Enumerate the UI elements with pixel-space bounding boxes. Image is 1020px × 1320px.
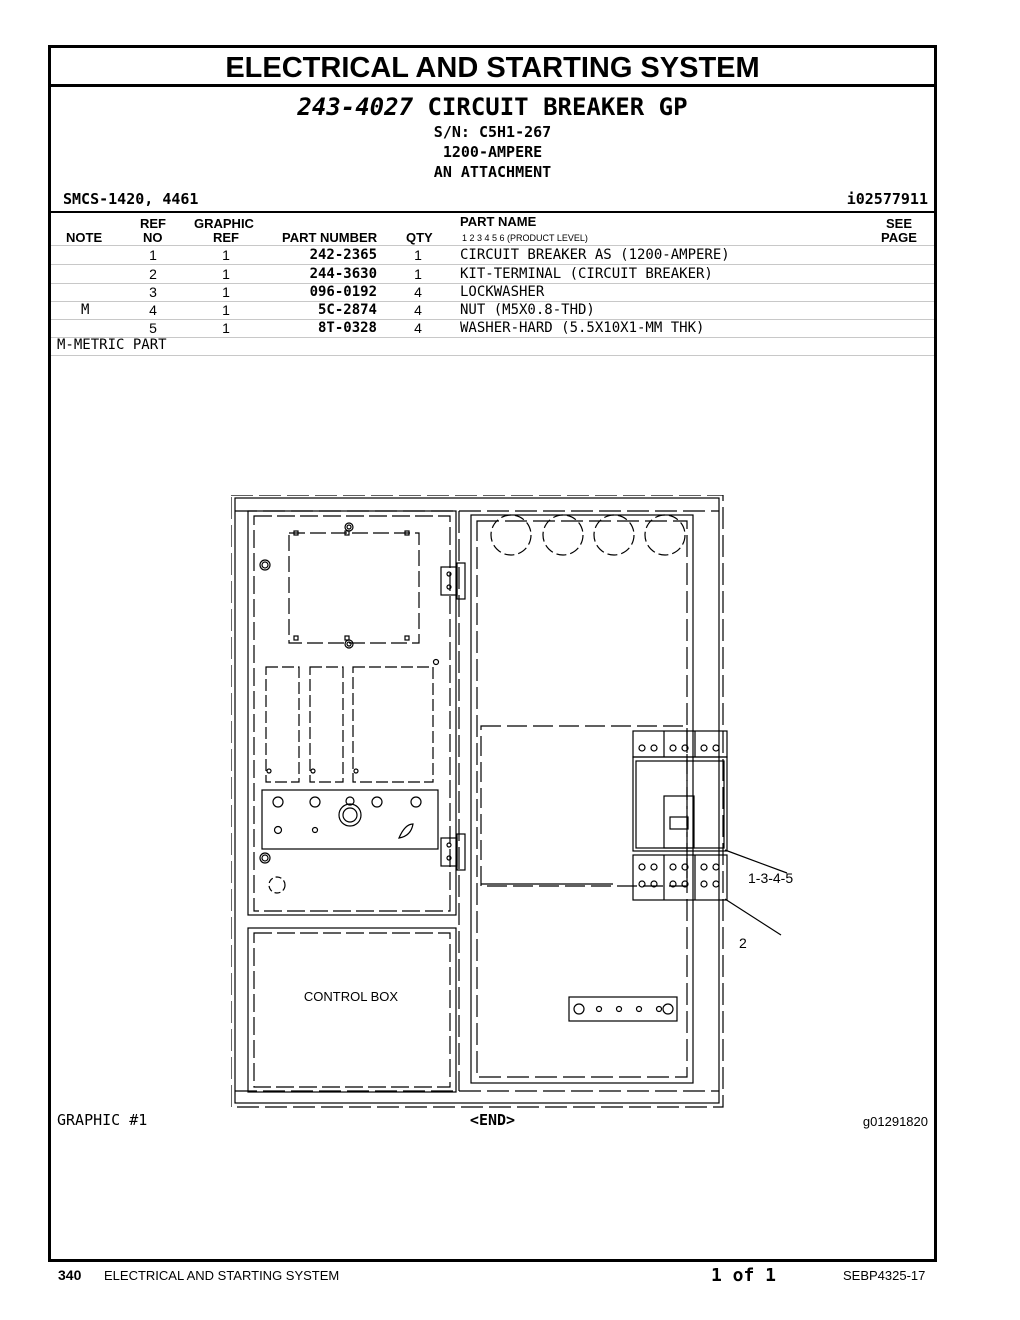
line-terminals <box>633 731 727 757</box>
instrument-cutout <box>353 667 433 782</box>
row-part-number: 244-3630 <box>309 266 377 282</box>
col-part-name: PART NAME <box>460 214 537 229</box>
row-graphic-ref: 1 <box>222 266 230 282</box>
col-product-levels: 1 2 3 4 5 6 (PRODUCT LEVEL) <box>462 233 588 243</box>
table-row <box>51 265 934 284</box>
end-marker: <END> <box>469 1111 516 1129</box>
row-part-name: NUT (M5X0.8-THD) <box>460 302 595 318</box>
breaker-compartment <box>471 515 693 1083</box>
load-terminal-kit <box>633 855 727 900</box>
col-see-bottom: PAGE <box>881 230 917 245</box>
graphic-label: GRAPHIC #1 <box>57 1111 148 1129</box>
section-title: ELECTRICAL AND STARTING SYSTEM <box>51 48 934 87</box>
row-qty: 4 <box>414 284 422 300</box>
illustration-id: i02577911 <box>846 190 928 208</box>
footer-document-number: SEBP4325-17 <box>843 1268 926 1283</box>
meter-window <box>289 533 419 643</box>
row-part-name: WASHER-HARD (5.5X10X1-MM THK) <box>460 320 705 336</box>
footer-page-number: 340 <box>58 1267 82 1283</box>
col-qty: QTY <box>406 230 433 245</box>
attachment: AN ATTACHMENT <box>433 163 552 181</box>
footer-page-of: 1 of 1 <box>711 1265 777 1286</box>
instrument-cutout <box>310 667 343 782</box>
row-qty: 1 <box>414 266 422 282</box>
row-qty: 1 <box>414 247 422 263</box>
row-qty: 4 <box>414 320 422 336</box>
row-qty: 4 <box>414 302 422 318</box>
row-part-name: LOCKWASHER <box>460 284 545 300</box>
instrument-cutout <box>266 667 299 782</box>
row-note: M <box>81 302 90 318</box>
control-box-label: CONTROL BOX <box>303 989 399 1004</box>
table-row <box>51 246 934 265</box>
serial-number: S/N: C5H1-267 <box>433 123 552 141</box>
row-ref: 4 <box>149 302 157 318</box>
ground-bar <box>569 997 677 1021</box>
callout-leader-2 <box>725 899 781 935</box>
col-graphic-bottom: REF <box>213 230 239 245</box>
circuit-breaker <box>633 757 727 851</box>
key-switch <box>339 804 361 826</box>
row-ref: 3 <box>149 284 157 300</box>
col-part-number: PART NUMBER <box>282 230 378 245</box>
header-rule <box>51 211 934 213</box>
control-panel-door <box>248 511 456 915</box>
row-graphic-ref: 1 <box>222 302 230 318</box>
row-ref: 1 <box>149 247 157 263</box>
row-part-number: 242-2365 <box>309 247 377 263</box>
row-graphic-ref: 1 <box>222 320 230 336</box>
row-part-number: 5C-2874 <box>317 302 377 318</box>
callout-2: 2 <box>739 935 747 951</box>
metric-part-note: M-METRIC PART <box>57 337 167 353</box>
col-note: NOTE <box>66 230 103 245</box>
table-row <box>51 319 934 338</box>
group-number: 243-4027 <box>297 93 414 121</box>
col-see-top: SEE <box>886 216 913 231</box>
smcs-code: SMCS-1420, 4461 <box>63 190 199 208</box>
breaker-handle <box>664 796 694 848</box>
page-frame <box>48 45 937 1262</box>
control-box <box>248 928 456 1092</box>
table-row <box>51 283 934 302</box>
row-part-number: 096-0192 <box>309 284 377 300</box>
footer-section: ELECTRICAL AND STARTING SYSTEM <box>104 1268 340 1283</box>
notes-rule <box>51 355 934 356</box>
row-graphic-ref: 1 <box>222 247 230 263</box>
row-part-name: CIRCUIT BREAKER AS (1200-AMPERE) <box>460 247 730 263</box>
col-graphic-top: GRAPHIC <box>194 216 254 231</box>
row-graphic-ref: 1 <box>222 284 230 300</box>
callout-1-3-4-5: 1-3-4-5 <box>748 870 794 886</box>
row-ref: 2 <box>149 266 157 282</box>
col-ref-bottom: NO <box>143 230 163 245</box>
circuit-breaker-illustration <box>231 495 794 1109</box>
group-name: CIRCUIT BREAKER GP <box>427 93 688 121</box>
table-row <box>51 301 934 320</box>
row-ref: 5 <box>149 320 157 336</box>
row-part-number: 8T-0328 <box>317 320 377 336</box>
col-ref-top: REF <box>140 216 166 231</box>
graphic-id: g01291820 <box>862 1114 928 1129</box>
row-part-name: KIT-TERMINAL (CIRCUIT BREAKER) <box>460 266 713 282</box>
rating: 1200-AMPERE <box>442 143 543 161</box>
group-title <box>51 93 934 121</box>
